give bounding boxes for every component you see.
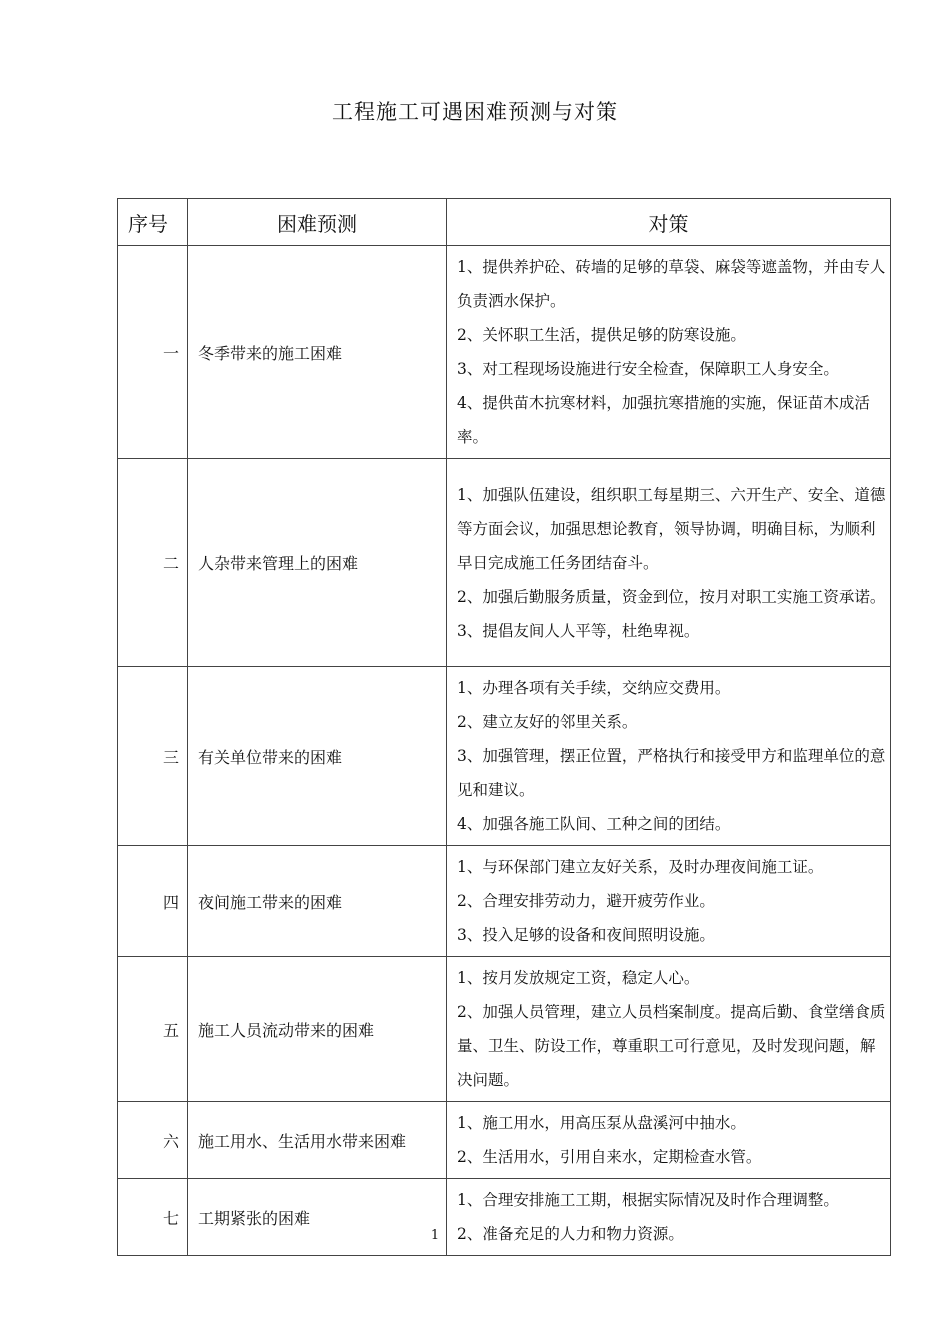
measure-item: 2、建立友好的邻里关系。 xyxy=(457,713,638,731)
page-title: 工程施工可遇困难预测与对策 xyxy=(332,100,618,124)
row-num: 三 xyxy=(118,667,188,846)
difficulty-table xyxy=(117,198,891,1256)
table-row xyxy=(118,957,891,1102)
measure-item: 1、按月发放规定工资，稳定人心。 xyxy=(457,969,700,987)
measure-item: 3、加强管理，摆正位置，严格执行和接受甲方和监理单位的意见和建议。 xyxy=(457,747,886,799)
table-row xyxy=(118,1102,891,1179)
row-difficulty: 施工人员流动带来的困难 xyxy=(188,957,447,1102)
row-measures xyxy=(447,957,891,1102)
measure-item: 2、加强人员管理，建立人员档案制度。提高后勤、食堂缮食质量、卫生、防设工作，尊重职工可行意见，及时发现问题，解决问题。 xyxy=(457,1003,886,1089)
row-num: 二 xyxy=(118,459,188,667)
measure-item: 2、生活用水，引用自来水，定期检查水管。 xyxy=(457,1148,762,1166)
table-header-row xyxy=(118,199,891,246)
row-measures xyxy=(447,1102,891,1179)
measure-item: 1、提供养护砼、砖墙的足够的草袋、麻袋等遮盖物，并由专人负责洒水保护。 xyxy=(457,258,886,310)
header-num: 序号 xyxy=(118,199,188,246)
row-measures xyxy=(447,246,891,459)
measure-item: 1、合理安排施工工期，根据实际情况及时作合理调整。 xyxy=(457,1191,839,1209)
row-difficulty: 施工用水、生活用水带来困难 xyxy=(188,1102,447,1179)
row-difficulty: 冬季带来的施工困难 xyxy=(188,246,447,459)
row-difficulty: 工期紧张的困难 xyxy=(188,1179,447,1256)
table-row xyxy=(118,1179,891,1256)
row-measures xyxy=(447,459,891,667)
row-num: 一 xyxy=(118,246,188,459)
table-row xyxy=(118,246,891,459)
row-num: 七 xyxy=(118,1179,188,1256)
measure-item: 2、加强后勤服务质量，资金到位，按月对职工实施工资承诺。 xyxy=(457,587,886,606)
header-difficulty: 困难预测 xyxy=(188,199,447,246)
table-row xyxy=(118,667,891,846)
row-difficulty: 人杂带来管理上的困难 xyxy=(188,459,447,667)
measure-item: 4、加强各施工队间、工种之间的团结。 xyxy=(457,815,731,833)
measure-item: 3、提倡友间人人平等，杜绝卑视。 xyxy=(457,621,700,640)
row-num: 六 xyxy=(118,1102,188,1179)
measure-item: 1、办理各项有关手续，交纳应交费用。 xyxy=(457,679,731,697)
page-number: 1 xyxy=(430,1228,440,1243)
measure-item: 2、合理安排劳动力，避开疲劳作业。 xyxy=(457,892,715,910)
measure-item: 3、对工程现场设施进行安全检查，保障职工人身安全。 xyxy=(457,360,839,378)
row-measures xyxy=(447,667,891,846)
measure-item: 3、投入足够的设备和夜间照明设施。 xyxy=(457,926,715,944)
header-measures: 对策 xyxy=(447,199,891,246)
measure-item: 4、提供苗木抗寒材料，加强抗寒措施的实施，保证苗木成活率。 xyxy=(457,394,870,446)
row-difficulty: 有关单位带来的困难 xyxy=(188,667,447,846)
row-measures xyxy=(447,1179,891,1256)
measure-item: 2、准备充足的人力和物力资源。 xyxy=(457,1225,684,1243)
row-num: 五 xyxy=(118,957,188,1102)
measure-item: 1、与环保部门建立友好关系，及时办理夜间施工证。 xyxy=(457,858,824,876)
row-measures xyxy=(447,846,891,957)
measure-item: 1、施工用水，用高压泵从盘溪河中抽水。 xyxy=(457,1114,746,1132)
row-num: 四 xyxy=(118,846,188,957)
row-difficulty: 夜间施工带来的困难 xyxy=(188,846,447,957)
measure-item: 1、加强队伍建设，组织职工每星期三、六开生产、安全、道德等方面会议，加强思想论教育，领导协调，明确目标，为顺利早日完成施工任务团结奋斗。 xyxy=(457,485,886,572)
table-row xyxy=(118,846,891,957)
measure-item: 2、关怀职工生活，提供足够的防寒设施。 xyxy=(457,326,746,344)
table-row xyxy=(118,459,891,667)
